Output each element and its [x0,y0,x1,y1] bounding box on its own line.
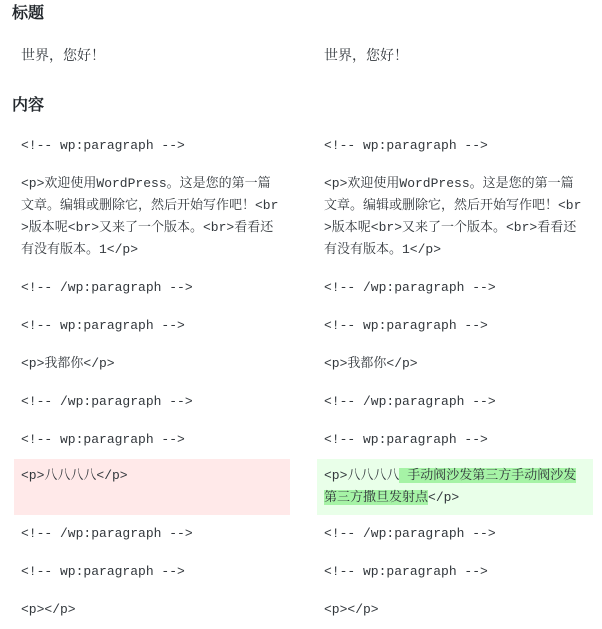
diff-line-added [317,459,593,515]
diff-line-new: <!-- wp:paragraph --> [324,564,488,579]
diff-line-old: <!-- wp:paragraph --> [21,318,185,333]
diff-line-new: <!-- wp:paragraph --> [324,318,488,333]
diff-line-old: <!-- /wp:paragraph --> [21,280,193,295]
diff-line-old: <!-- /wp:paragraph --> [21,526,193,541]
diff-line-new: <p>欢迎使用WordPress。这是您的第一篇文章。编辑或删除它，然后开始写作吧！<br>版本呢<br>又来了一个版本。<br>看看还有没有版本。1</p> [324,176,582,257]
diff-line-old: <p>欢迎使用WordPress。这是您的第一篇文章。编辑或删除它，然后开始写作吧！<br>版本呢<br>又来了一个版本。<br>看看还有没有版本。1</p> [21,176,279,257]
diff-line-deleted: <p>八八八八</p> [14,459,290,515]
diff-line-new: <!-- /wp:paragraph --> [324,526,496,541]
unchanged-text: </p> [428,490,460,505]
diff-line-old: <!-- wp:paragraph --> [21,564,185,579]
diff-line-new: <p></p> [324,602,379,617]
title-diff [14,36,593,74]
title-new: 世界，您好！ [324,47,408,63]
diff-line-new: <p>我都你</p> [324,356,418,371]
diff-line-old: <!-- wp:paragraph --> [21,138,185,153]
diff-line-new: <!-- wp:paragraph --> [324,138,488,153]
content-diff [14,127,593,629]
inserted-text: 手动阀沙发第三方手动阀沙发第三方撒旦发射点 [324,468,577,505]
content-heading: 内容 [12,97,45,114]
title-old: 世界，您好！ [21,47,105,63]
diff-line-new: <!-- /wp:paragraph --> [324,394,496,409]
diff-line-old: <p></p> [21,602,76,617]
title-heading: 标题 [12,5,45,22]
diff-line-new: <!-- /wp:paragraph --> [324,280,496,295]
diff-line-old: <!-- wp:paragraph --> [21,432,185,447]
diff-line-new: <!-- wp:paragraph --> [324,432,488,447]
diff-line-old: <p>我都你</p> [21,356,115,371]
diff-line-old: <!-- /wp:paragraph --> [21,394,193,409]
unchanged-text: <p>八八八八 [324,468,400,483]
